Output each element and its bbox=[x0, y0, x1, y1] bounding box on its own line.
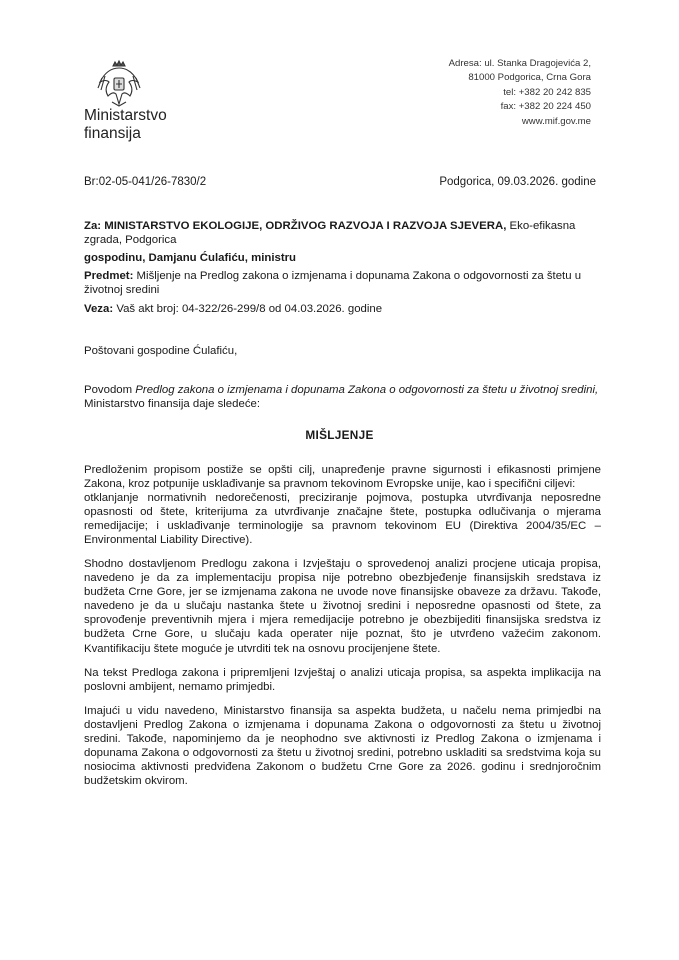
coat-of-arms-emblem bbox=[96, 58, 142, 108]
paragraph-2: Shodno dostavljenom Predlogu zakona i Izvještaju o sprovedenoj analizi procjene uticaja propisa, navedeno je da za implementaciju propisa nije potrebno obezbjeđenje finansijskih sredstava iz budžeta Crne Gore, jer se izmjenama zakona ne uvode nove finansijske obaveze za državu. Takođe, navedeno je da u slučaju nastanka štete u životnoj sredini i neposredne opasnosti od štete, za sprovođenje preventivnih mjera i mjera remedijacije potrebno je obezbijediti finansijska sredstva iz budžeta Crne Gore, u slučaju kada operater nije poznat, što je utvrđeno važećim zakonom. Kvantifikaciju štete moguće je utvrditi tek na osnovu procijenjene štete. bbox=[84, 558, 601, 655]
paragraph-1 bbox=[84, 463, 601, 548]
ministry-name bbox=[84, 107, 167, 143]
recipient-line bbox=[84, 219, 601, 247]
recipient-block bbox=[84, 219, 601, 317]
paragraph-1-b: otklanjanje normativnih nedorečenosti, preciziranje pojmova, postupka utvrđivanja neposredne opasnosti od štete, kriterijuma za utvrđivanje značajne štete, postupka odlučivanja o mjerama remedijacije; i usklađivanje terminologije sa pravnom tekovinom EU (Direktiva 2004/35/EC – Environmental Liability Directive). bbox=[84, 492, 601, 547]
addressee: gospodinu, Damjanu Ćulafiću, ministru bbox=[84, 252, 297, 265]
intro-paragraph bbox=[84, 383, 601, 411]
paragraph-1-a: Predloženim propisom postiže se opšti cilj, unapređenje pravne sigurnosti i efikasnosti primjene Zakona, kroz potpunije usklađivanje sa pravnom tekovinom Evropske unije, kao i specifični ciljevi: bbox=[84, 464, 601, 491]
intro-suffix: Ministarstvo finansija daje sledeće: bbox=[84, 398, 261, 411]
subject-line bbox=[84, 269, 601, 297]
intro-prefix: Povodom bbox=[84, 384, 133, 396]
veza-text: Vaš akt broj: 04-322/26-299/8 od 04.03.2026. godine bbox=[116, 303, 383, 316]
document-date: Podgorica, 09.03.2026. godine bbox=[439, 176, 596, 188]
address-city: 81000 Podgorica, Crna Gora bbox=[468, 72, 591, 84]
address-web: www.mif.gov.me bbox=[521, 115, 591, 127]
paragraph-4: Imajući u vidu navedeno, Ministarstvo finansija sa aspekta budžeta, u načelu nema primjedbi na dostavljeni Predlog Zakona o izmjenama i dopunama Zakona o odgovornosti za štetu u životnoj sredini. Takođe, napominjemo da je neophodno sve aktivnosti iz Predlog Zakona o izmjenama i dopunama Zakona o odgovornosti za štetu u životnoj sredini, potrebno uskladiti sa sredstvima koja su nosiocima aktivnosti predviđena Zakonom o budžetu Crne Gore za 2026. godinu i srednjoročnim budžetskim okvirom. bbox=[84, 705, 601, 788]
ministry-name-line2: finansija bbox=[84, 125, 141, 142]
reference-line bbox=[84, 302, 601, 316]
opinion-heading: MIŠLJENJE bbox=[305, 428, 374, 442]
reference-number: Br:02-05-041/26-7830/2 bbox=[84, 176, 207, 188]
paragraph-3: Na tekst Predloga zakona i pripremljeni Izvještaj o analizi uticaja propisa, sa aspekta implikacija na poslovni ambijent, nemamo primjedbi. bbox=[84, 667, 601, 694]
salutation: Poštovani gospodine Ćulafiću, bbox=[84, 345, 238, 357]
intro-italic: Predlog zakona o izmjenama i dopunama Zakona o odgovornosti za štetu u životnoj sredini, bbox=[135, 384, 599, 396]
address-block bbox=[449, 57, 591, 129]
za-label: Za: bbox=[84, 220, 102, 232]
ministry-name-line1: Ministarstvo bbox=[84, 107, 167, 124]
address-fax: fax: +382 20 224 450 bbox=[500, 101, 591, 113]
recipient-location: Eko-efikasna zgrada, Podgorica bbox=[84, 220, 576, 247]
veza-label: Veza: bbox=[84, 303, 114, 316]
predmet-label: Predmet: bbox=[84, 270, 134, 283]
address-street: Adresa: ul. Stanka Dragojevića 2, bbox=[448, 58, 591, 69]
address-tel: tel: +382 20 242 835 bbox=[503, 86, 591, 98]
predmet-text: Mišljenje na Predlog zakona o izmjenama i dopunama Zakona o odgovornosti za štetu u životnoj sredini bbox=[84, 270, 582, 297]
recipient-organization: MINISTARSTVO EKOLOGIJE, ODRŽIVOG RAZVOJA I RAZVOJA SJEVERA, bbox=[104, 220, 507, 232]
